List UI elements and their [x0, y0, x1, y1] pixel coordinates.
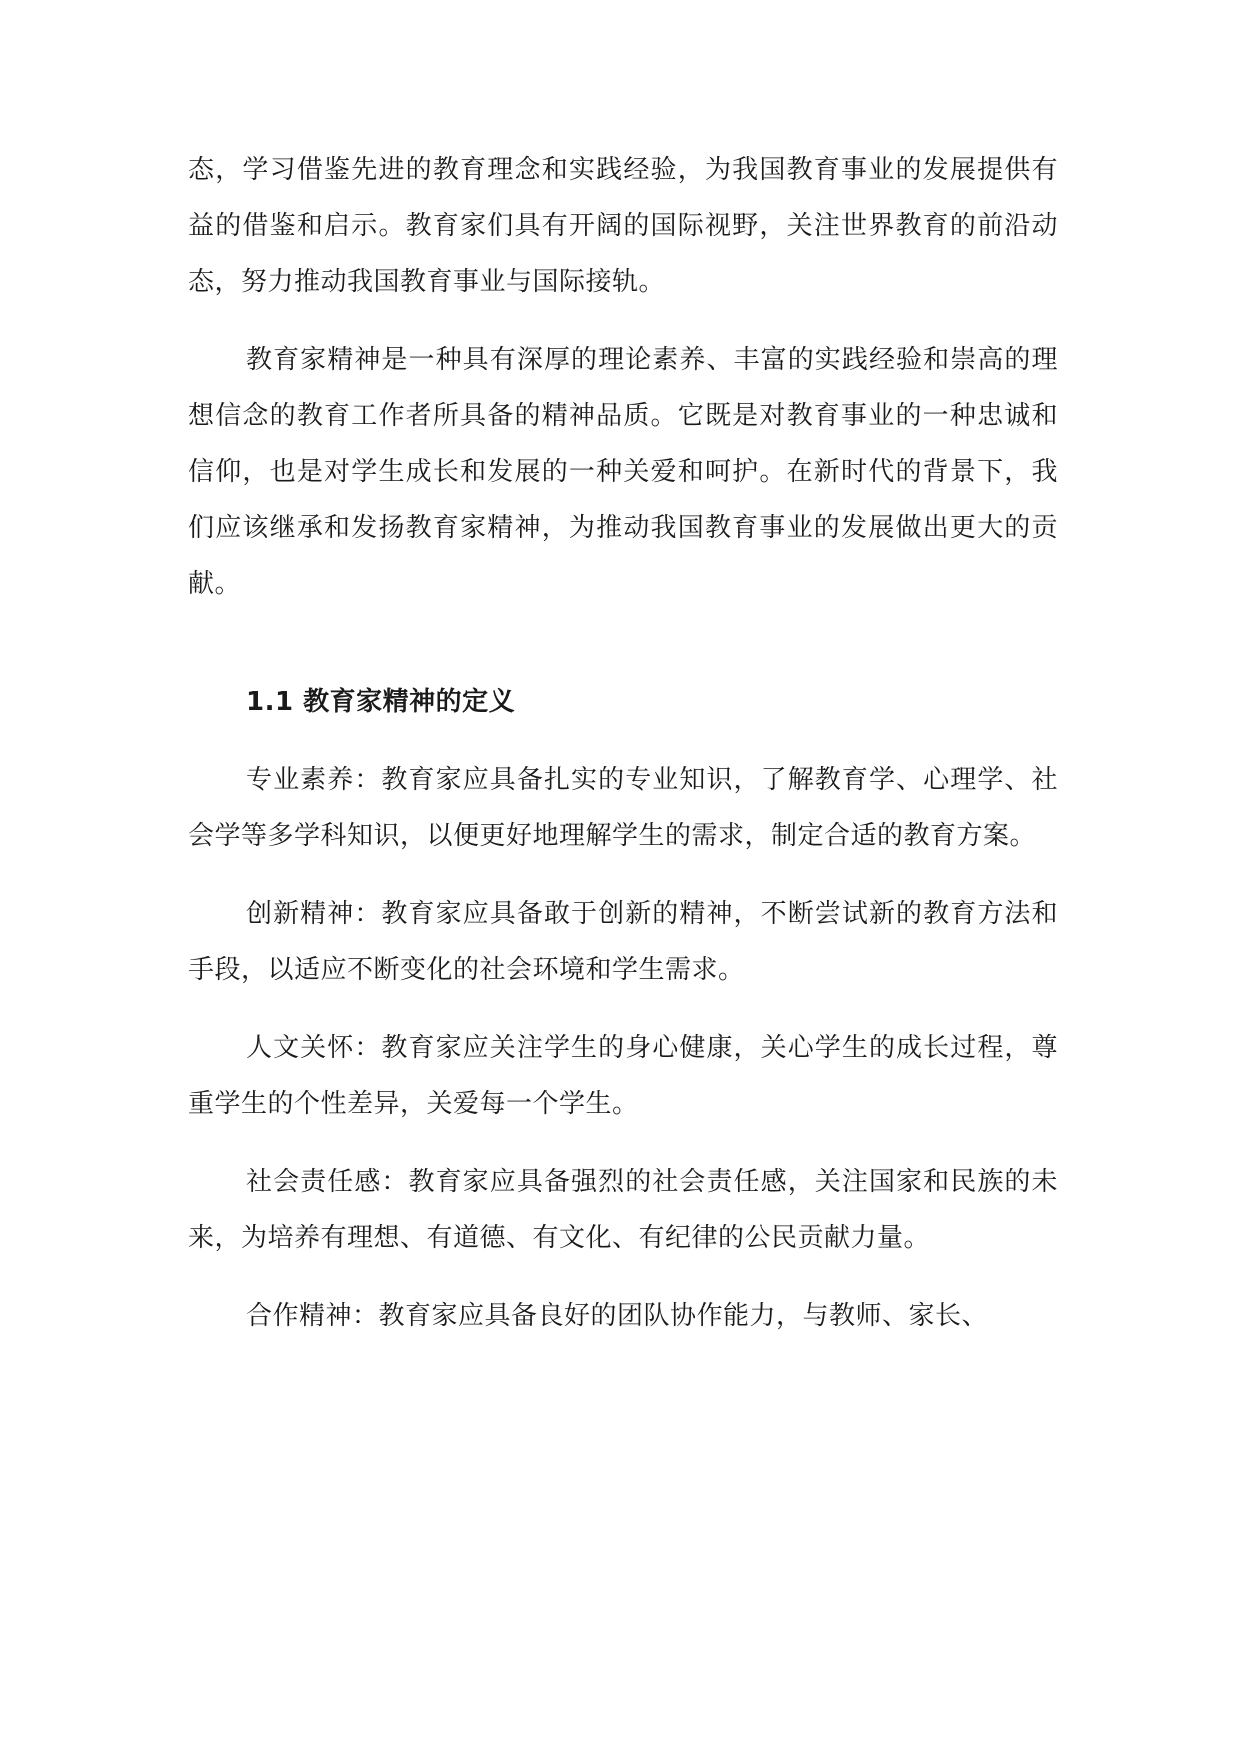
section-heading: 1.1 教育家精神的定义	[246, 687, 516, 717]
document-body	[188, 142, 1058, 1366]
paragraph-cooperation-spirit: 合作精神：教育家应具备良好的团队协作能力，与教师、家长、	[246, 1301, 989, 1331]
paragraph-educator-spirit: 教育家精神是一种具有深厚的理论素养、丰富的实践经验和崇高的理想信念的教育工作者所具备的精神品质。它既是对教育事业的一种忠诚和信仰，也是对学生成长和发展的一种关爱和呵护。在新时代的背景下，我们应该继承和发扬教育家精神，为推动我国教育事业的发展做出更大的贡献。	[188, 345, 1058, 599]
paragraph-continuation: 态，学习借鉴先进的教育理念和实践经验，为我国教育事业的发展提供有益的借鉴和启示。教育家们具有开阔的国际视野，关注世界教育的前沿动态，努力推动我国教育事业与国际接轨。	[188, 155, 1058, 297]
paragraph-innovation-spirit: 创新精神：教育家应具备敢于创新的精神，不断尝试新的教育方法和手段，以适应不断变化的社会环境和学生需求。	[188, 899, 1058, 985]
paragraph-social-responsibility: 社会责任感：教育家应具备强烈的社会责任感，关注国家和民族的未来，为培养有理想、有道德、有文化、有纪律的公民贡献力量。	[188, 1167, 1058, 1253]
paragraph-professional-quality: 专业素养：教育家应具备扎实的专业知识，了解教育学、心理学、社会学等多学科知识，以便更好地理解学生的需求，制定合适的教育方案。	[188, 765, 1058, 851]
paragraph-humanistic-care: 人文关怀：教育家应关注学生的身心健康，关心学生的成长过程，尊重学生的个性差异，关爱每一个学生。	[188, 1033, 1058, 1119]
